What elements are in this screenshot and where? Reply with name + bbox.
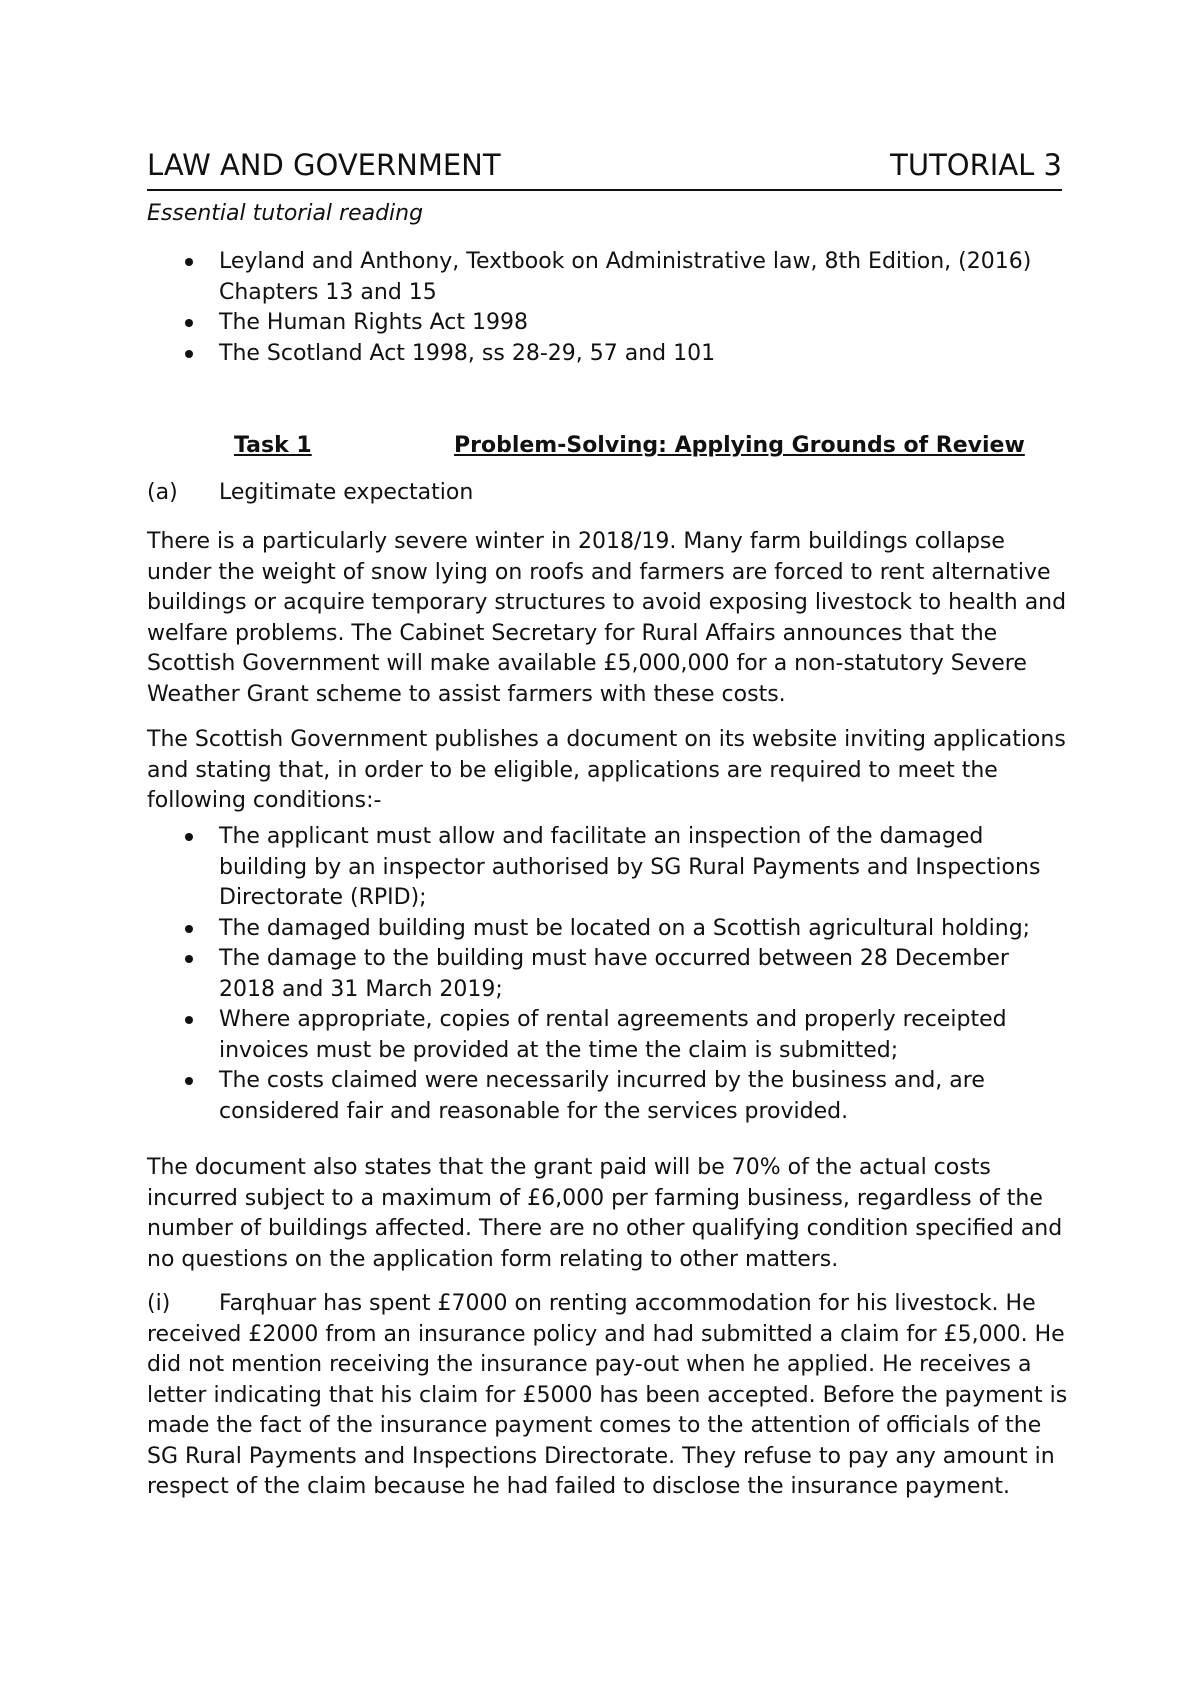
intro-paragraph: There is a particularly severe winter in 2018/19. Many farm buildings collapse under the weight of snow lying on roofs and farmers are forced to rent alternative buildings or acquire temporary structures to avoid exposing livestock to health and welfare problems. The Cabinet Secretary for Rural Affairs announces that the Scottish Government will make available £5,000,000 for a non-statutory Severe Weather Grant scheme to assist farmers with these costs. (147, 529, 1067, 707)
bullet-icon (185, 833, 193, 841)
conditions-list (147, 822, 1067, 1127)
list-item: The damaged building must be located on a Scottish agricultural holding; (147, 914, 1067, 945)
list-item: The Scotland Act 1998, ss 28-29, 57 and 101 (147, 339, 1067, 370)
list-item: The applicant must allow and facilitate an inspection of the damaged building by an inspector authorised by SG Rural Payments and Inspections Directorate (RPID); (147, 822, 1067, 914)
list-item: The Human Rights Act 1998 (147, 308, 1067, 339)
publishes-paragraph: The Scottish Government publishes a document on its website inviting applications and stating that, in order to be eligible, applications are required to meet the following conditions:- (147, 727, 1066, 813)
reading-list (147, 247, 1067, 369)
course-title: LAW AND GOVERNMENT (147, 148, 501, 182)
bullet-icon (185, 1077, 193, 1085)
task-title: Problem-Solving: Applying Grounds of Review (454, 433, 1025, 458)
bullet-icon (185, 258, 193, 266)
bullet-icon (185, 1016, 193, 1024)
case-label: (i) (147, 1291, 171, 1316)
list-item: Leyland and Anthony, Textbook on Administrative law, 8th Edition, (2016) Chapters 13 and 15 (147, 247, 1067, 308)
section-label: (a) (147, 480, 178, 505)
bullet-icon (185, 350, 193, 358)
case-text: Farqhuar has spent £7000 on renting accommodation for his livestock. He received £2000 from an insurance policy and had submitted a claim for £5,000. He did not mention receiving the insurance pay-out when he applied. He receives a letter indicating that his claim for £5000 has been accepted. Before the payment is made the fact of the insurance payment comes to the attention of officials of the SG Rural Payments and Inspections Directorate. They refuse to pay any amount in respect of the claim because he had failed to disclose the insurance payment. (147, 1291, 1068, 1499)
tutorial-number: TUTORIAL 3 (890, 148, 1062, 182)
bullet-icon (185, 319, 193, 327)
bullet-icon (185, 955, 193, 963)
case-paragraph (147, 1289, 1072, 1503)
section-title: Legitimate expectation (219, 480, 474, 505)
task-number: Task 1 (234, 433, 312, 458)
reading-heading: Essential tutorial reading (147, 201, 424, 226)
grant-paragraph: The document also states that the grant paid will be 70% of the actual costs incurred subject to a maximum of £6,000 per farming business, regardless of the number of buildings affected. There are no other qualifying condition specified and no questions on the application form relating to other matters. (147, 1155, 1063, 1272)
bullet-icon (185, 925, 193, 933)
document-header (147, 145, 1062, 191)
list-item: The costs claimed were necessarily incurred by the business and, are considered fair and reasonable for the services provided. (147, 1066, 1067, 1127)
list-item: Where appropriate, copies of rental agreements and properly receipted invoices must be provided at the time the claim is submitted; (147, 1005, 1067, 1066)
list-item: The damage to the building must have occurred between 28 December 2018 and 31 March 2019; (147, 944, 1067, 1005)
